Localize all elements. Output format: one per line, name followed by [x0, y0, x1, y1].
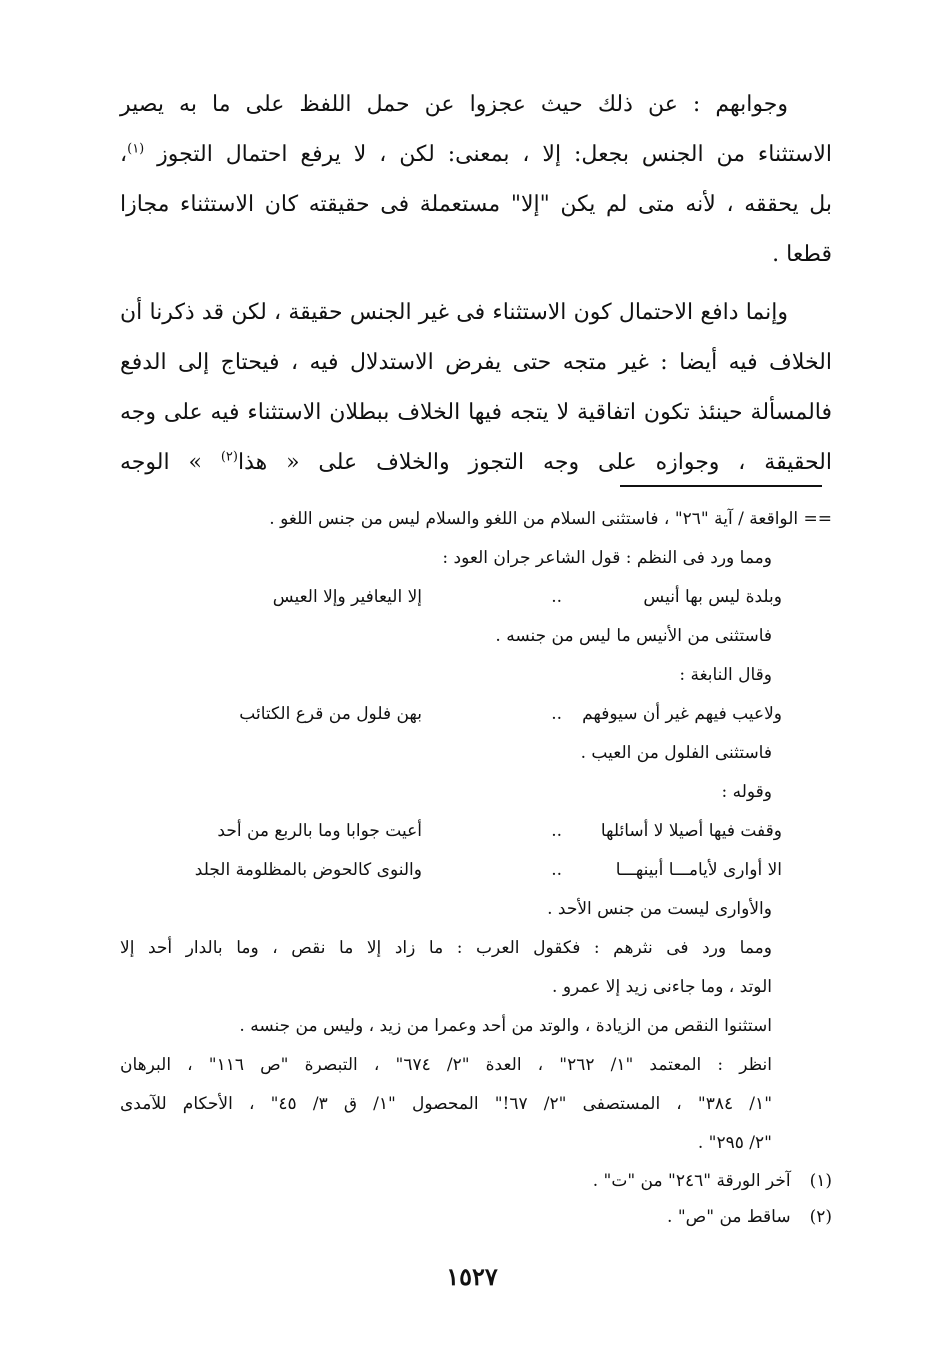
paragraph-line-text: » الوجه: [120, 450, 202, 475]
note-line: وقوله :: [721, 782, 772, 802]
verse-hemistich: الا أوارى لأيامـــا أبينهـــا: [615, 860, 782, 880]
verse-line: [120, 578, 832, 617]
paragraph-line: بل يحققه ، لأنه متى لم يكن "إلا" مستعملة فى حقيقته كان الاستثناء مجازا: [120, 192, 832, 217]
note-line: وقال النابغة :: [679, 665, 772, 685]
verse-hemistich: ولاعيب فيهم غير أن سيوفهم: [582, 704, 782, 724]
note-line: == الواقعة / آية "٢٦" ، فاستثنى السلام من اللغو والسلام ليس من جنس اللغو .: [269, 509, 832, 529]
verse-hemistich: وقفت فيها أصيلا لا أسائلها: [600, 821, 782, 841]
verse-line: [120, 695, 832, 734]
paragraph-line: وإنما دافع الاحتمال كون الاستثناء فى غير الجنس حقيقة ، لكن قد ذكرنا أن: [120, 300, 788, 325]
verse-line: [120, 851, 832, 890]
footnote-separator: [620, 485, 822, 487]
paragraph-2: [120, 288, 832, 488]
verse-hemistich: إلا اليعافير وإلا العيس: [272, 587, 422, 607]
note-line: فاستثنى من الأنيس ما ليس من جنسه .: [495, 626, 772, 646]
verse-separator: ..: [551, 704, 562, 724]
main-text: [120, 80, 832, 488]
paragraph-line: قطعا .: [772, 242, 832, 267]
paragraph-line: فالمسألة حينئذ تكون اتفاقية لا يتجه فيها الخلاف ببطلان الاستثناء فيه على وجه: [120, 400, 832, 425]
footnote-marker: (٢): [220, 449, 238, 465]
paragraph-line: [120, 438, 832, 488]
punctuation: ،: [120, 142, 128, 167]
paragraph-line-text: الحقيقة ، وجوازه على وجه التجوز والخلاف على « هذا: [237, 450, 832, 475]
note-line: والأوارى ليست من جنس الأحد .: [547, 899, 772, 919]
footnote-text: ساقط من "ص" .: [667, 1207, 791, 1227]
paragraph-1: [120, 80, 832, 280]
note-line: فاستثنى الفلول من العيب .: [580, 743, 772, 763]
footnote-1: [120, 1163, 832, 1199]
verse-hemistich: بهن فلول من قرع الكتائب: [239, 704, 422, 724]
footnote-text: آخر الورقة "٢٤٦" من "ت" .: [592, 1171, 791, 1191]
paragraph-line-text: الاستثناء من الجنس بجعل: إلا ، بمعنى: لكن ، لا يرفع احتمال التجوز: [157, 142, 832, 167]
note-line: ومما ورد فى النظم : قول الشاعر جران العود :: [442, 548, 772, 568]
footnotes-section: [120, 500, 832, 1235]
verse-hemistich: أعيت جوابا وما بالربع من أحد: [217, 821, 422, 841]
footnote-number: (٢): [809, 1207, 832, 1227]
verse-hemistich: والنوى كالحوض بالمظلومة الجلد: [194, 860, 422, 880]
paragraph-line: [120, 130, 832, 180]
note-line: انظر : المعتمد "١/ ٢٦٢" ، العدة "٢/ ٦٧٤" ، التبصرة "ص ١١٦" ، البرهان: [120, 1055, 772, 1075]
verse-hemistich: وبلدة ليس بها أنيس: [643, 587, 782, 607]
page-number: ١٥٢٧: [446, 1262, 498, 1291]
note-line: الوتد ، وما جاءنى زيد إلا عمرو .: [552, 977, 772, 997]
paragraph-line: الخلاف فيه أيضا : غير متجه حتى يفرض الاستدلال فيه ، فيحتاج إلى الدفع: [120, 350, 832, 375]
note-line: "١/ ٣٨٤" ، المستصفى "٢/ ٦٧!" المحصول "١/ ق ٣/ ٤٥" ، الأحكام للآمدى: [120, 1094, 773, 1114]
verse-line: [120, 812, 832, 851]
note-line: استثنوا النقص من الزيادة ، والوتد من أحد وعمرا من زيد ، وليس من جنسه .: [239, 1016, 772, 1036]
paragraph-line: وجوابهم : عن ذلك حيث عجزوا عن حمل اللفظ على ما به يصير: [120, 92, 788, 117]
note-line: "٢/ ٢٩٥" .: [697, 1133, 772, 1153]
verse-separator: ..: [551, 587, 562, 607]
footnote-marker: (١): [127, 141, 145, 157]
verse-separator: ..: [551, 860, 562, 880]
footnote-2: [120, 1199, 832, 1235]
footnote-number: (١): [809, 1171, 832, 1191]
note-line: ومما ورد فى نثرهم : فكقول العرب : ما زاد إلا ما نقص ، وما بالدار أحد إلا: [120, 938, 772, 958]
verse-separator: ..: [551, 821, 562, 841]
